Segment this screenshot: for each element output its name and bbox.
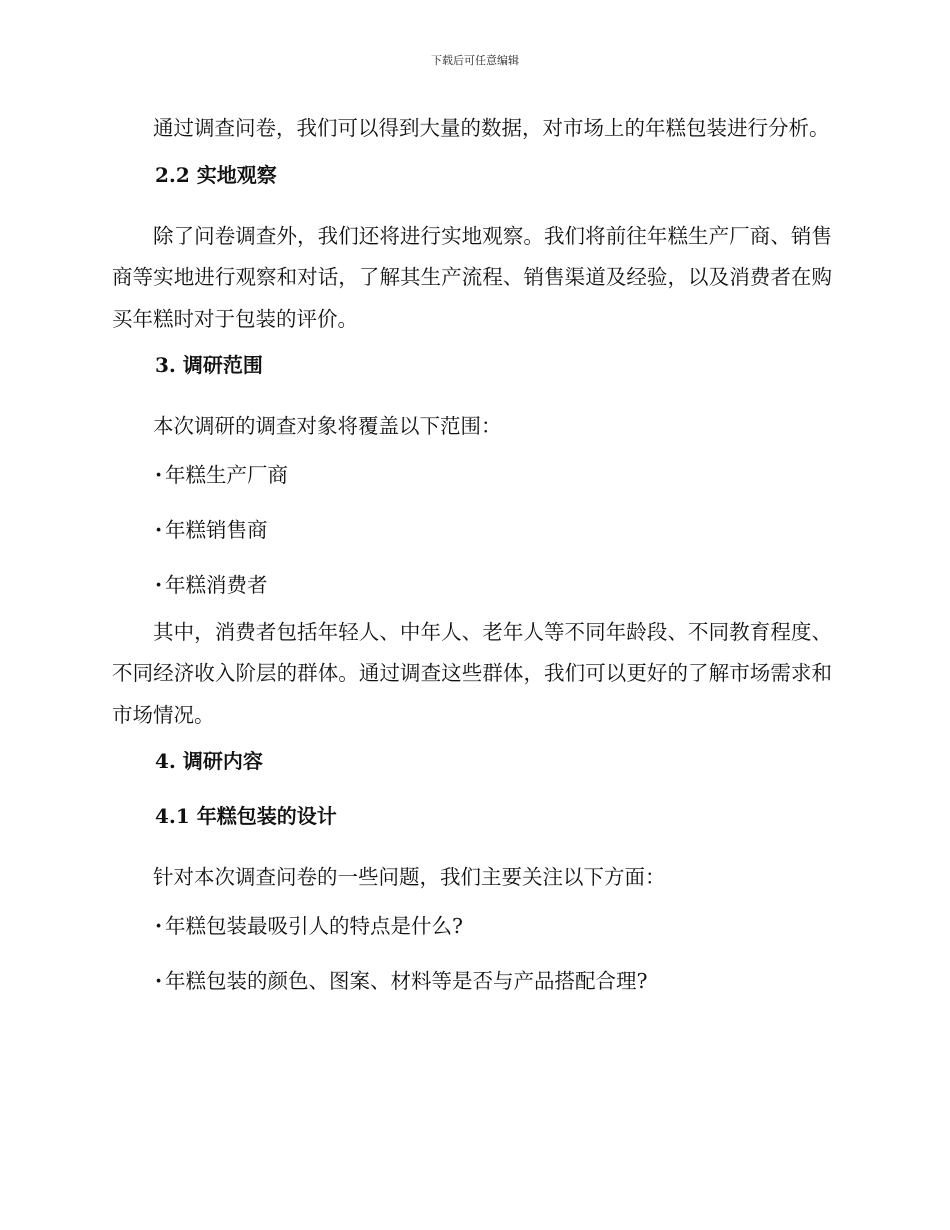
heading-4: 4. 调研内容 xyxy=(155,749,263,773)
heading-2-2: 2.2 实地观察 xyxy=(155,162,277,187)
list-item xyxy=(112,461,832,489)
list-item xyxy=(112,571,832,599)
page-header: 下载后可任意编辑 xyxy=(431,54,519,67)
bullet-marker: · xyxy=(155,968,163,993)
list-item xyxy=(112,912,832,940)
heading-3: 3. 调研范围 xyxy=(155,353,263,377)
list-item-text: 年糕生产厂商 xyxy=(165,462,288,487)
list-item-text: 年糕包装最吸引人的特点是什么? xyxy=(165,913,463,938)
paragraph-consumer-groups: 其中，消费者包括年轻人、中年人、老年人等不同年龄段、不同教育程度、不同经济收入阶层的群体。通过调查这些群体，我们可以更好的了解市场需求和市场情况。 xyxy=(112,619,832,727)
heading-4-1: 4.1 年糕包装的设计 xyxy=(155,804,337,828)
paragraph-field-observation: 除了问卷调查外，我们还将进行实地观察。我们将前往年糕生产厂商、销售商等实地进行观察和对话，了解其生产流程、销售渠道及经验，以及消费者在购买年糕时对于包装的评价。 xyxy=(112,223,832,331)
list-item-text: 年糕包装的颜色、图案、材料等是否与产品搭配合理? xyxy=(165,968,648,993)
bullet-marker: · xyxy=(155,462,163,487)
paragraph-focus-intro: 针对本次调查问卷的一些问题，我们主要关注以下方面： xyxy=(153,865,666,889)
bullet-marker: · xyxy=(155,913,163,938)
list-item xyxy=(112,516,832,544)
list-item xyxy=(112,967,832,995)
bullet-marker: · xyxy=(155,572,163,597)
document-body xyxy=(112,108,832,995)
list-item-text: 年糕消费者 xyxy=(165,572,268,597)
paragraph-scope-intro: 本次调研的调查对象将覆盖以下范围： xyxy=(153,414,502,438)
paragraph-survey-data: 通过调查问卷，我们可以得到大量的数据，对市场上的年糕包装进行分析。 xyxy=(153,116,830,140)
bullet-marker: · xyxy=(155,517,163,542)
list-item-text: 年糕销售商 xyxy=(165,517,268,542)
